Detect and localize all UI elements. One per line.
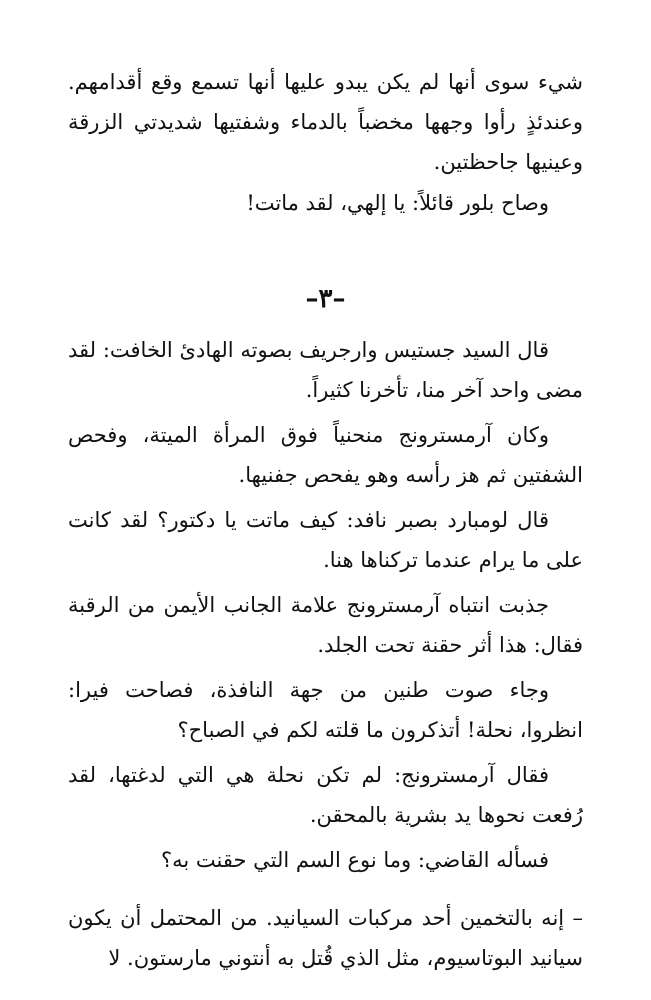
paragraph-neck-mark: جذبت انتباه آرمسترونج علامة الجانب الأيمن من الرقبة فقال: هذا أثر حقنة تحت الجلد. xyxy=(68,593,583,657)
continuation-paragraph: شيء سوى أنها لم يكن يبدو عليها أنها تسمع وقع أقدامهم. وعندئذٍ رأوا وجهها مخضباً بالدماء وشفتيها شديدتي الزرقة وعينيها جاحظتين. xyxy=(68,70,583,174)
paragraph-cyanide: – إنه بالتخمين أحد مركبات السيانيد. من المحتمل أن يكون سيانيد البوتاسيوم، مثل الذي قُتل به أنتوني مارستون. لا xyxy=(68,906,583,970)
blore-paragraph: وصاح بلور قائلاً: يا إلهي، لقد ماتت! xyxy=(246,191,549,215)
paragraph-bee: وجاء صوت طنين من جهة النافذة، فصاحت فيرا: انظروا، نحلة! أتذكرون ما قلته لكم في الصباح؟ xyxy=(68,678,583,742)
paragraph-syringe: فقال آرمسترونج: لم تكن نحلة هي التي لدغتها، لقد رُفعت نحوها يد بشرية بالمحقن. xyxy=(68,763,583,827)
paragraph-wargrave: قال السيد جستيس وارجريف بصوته الهادئ الخافت: لقد مضى واحد آخر منا، تأخرنا كثيراً. xyxy=(68,338,583,402)
paragraph-judge-question: فسأله القاضي: وما نوع السم التي حقنت به؟ xyxy=(160,848,549,872)
paragraph-lombard: قال لومبارد بصبر نافد: كيف ماتت يا دكتور؟ لقد كانت على ما يرام عندما تركناها هنا. xyxy=(68,508,583,572)
section-heading: –٣– xyxy=(305,284,346,314)
paragraph-armstrong-examines: وكان آرمسترونج منحنياً فوق المرأة الميتة، وفحص الشفتين ثم هز رأسه وهو يفحص جفنيها. xyxy=(68,423,583,487)
